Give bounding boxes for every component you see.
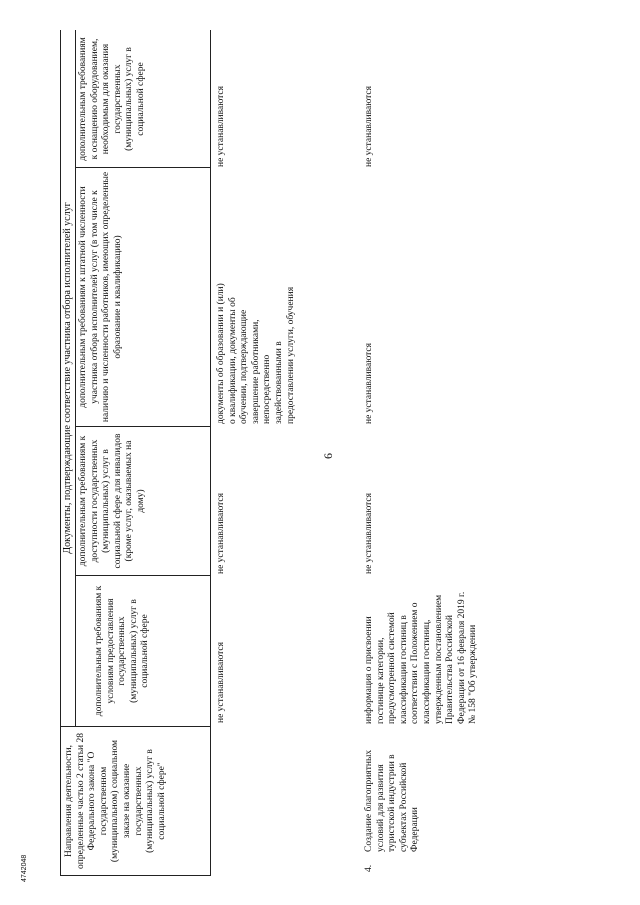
row1-conditions: не устанавливаются: [216, 641, 226, 723]
group-header-documents: Документы, подтверждающие соответствие участника отбора исполнителей услуг: [62, 202, 73, 554]
row2-direction: Создание благоприятных условий для развития туристской индустрии в субъектах Российской Федерации: [364, 749, 421, 852]
table-rule: [60, 30, 61, 876]
subheader-staffing: дополнительным требованиям к штатной численности участника отбора исполнителей услуг (в том числе к наличию и численности работников, имеющих определенные образование и квалификацию): [78, 171, 123, 423]
table-rule: [60, 875, 210, 876]
subheader-equipment: дополнительным требованиям к оснащению оборудованием, необходимым для оказания государственных (муниципальных) услуг в социальной сфере: [78, 37, 146, 161]
row1-staffing: документы об образовании и (или) о квалификации, документы об обучении, подтверждающие завершение работниками, непосредственно задействованными в предоставлении услуги, обучения: [216, 283, 296, 424]
row2-number: 4.: [364, 864, 374, 872]
table-rule: [75, 575, 210, 576]
table-rule: [210, 30, 211, 876]
subheader-accessibility: дополнительным требованиям к доступности государственных (муниципальных) услуг в социальной сфере для инвалидов (кроме услуг, оказываемых на дому): [78, 433, 146, 569]
row2-conditions: информация о присвоении гостинице категории, предусмотренной системой классификации гостиниц в соответствии с Положением о классификации гостиниц, утвержденным постановлением Правительства Российской Федерации от 16 февраля 2019 г. № 158 "Об утверждении: [364, 591, 479, 724]
table-rule: [60, 726, 210, 727]
page-number: 6: [321, 453, 335, 459]
document-code: 4742048: [21, 854, 28, 882]
table-rule: [75, 167, 210, 168]
row2-accessibility: не устанавливаются: [364, 492, 374, 574]
row1-equipment: не устанавливаются: [216, 85, 226, 167]
column-header-directions: Направления деятельности, определенные частью 2 статьи 28 Федерального закона "О государственном (муниципальном) социальном заказе на оказание государственных (муниципальных) услуг в социальной сфере": [64, 733, 167, 870]
row2-equipment: не устанавливаются: [364, 85, 374, 167]
subheader-conditions: дополнительным требованиям к условиям предоставления государственных (муниципальных) услуг в социальной сфере: [94, 585, 151, 717]
rotated-table: [60, 30, 500, 876]
row1-accessibility: не устанавливаются: [216, 492, 226, 574]
row2-staffing: не устанавливаются: [364, 342, 374, 424]
table-rule: [75, 426, 210, 427]
table-rule: [75, 30, 76, 726]
